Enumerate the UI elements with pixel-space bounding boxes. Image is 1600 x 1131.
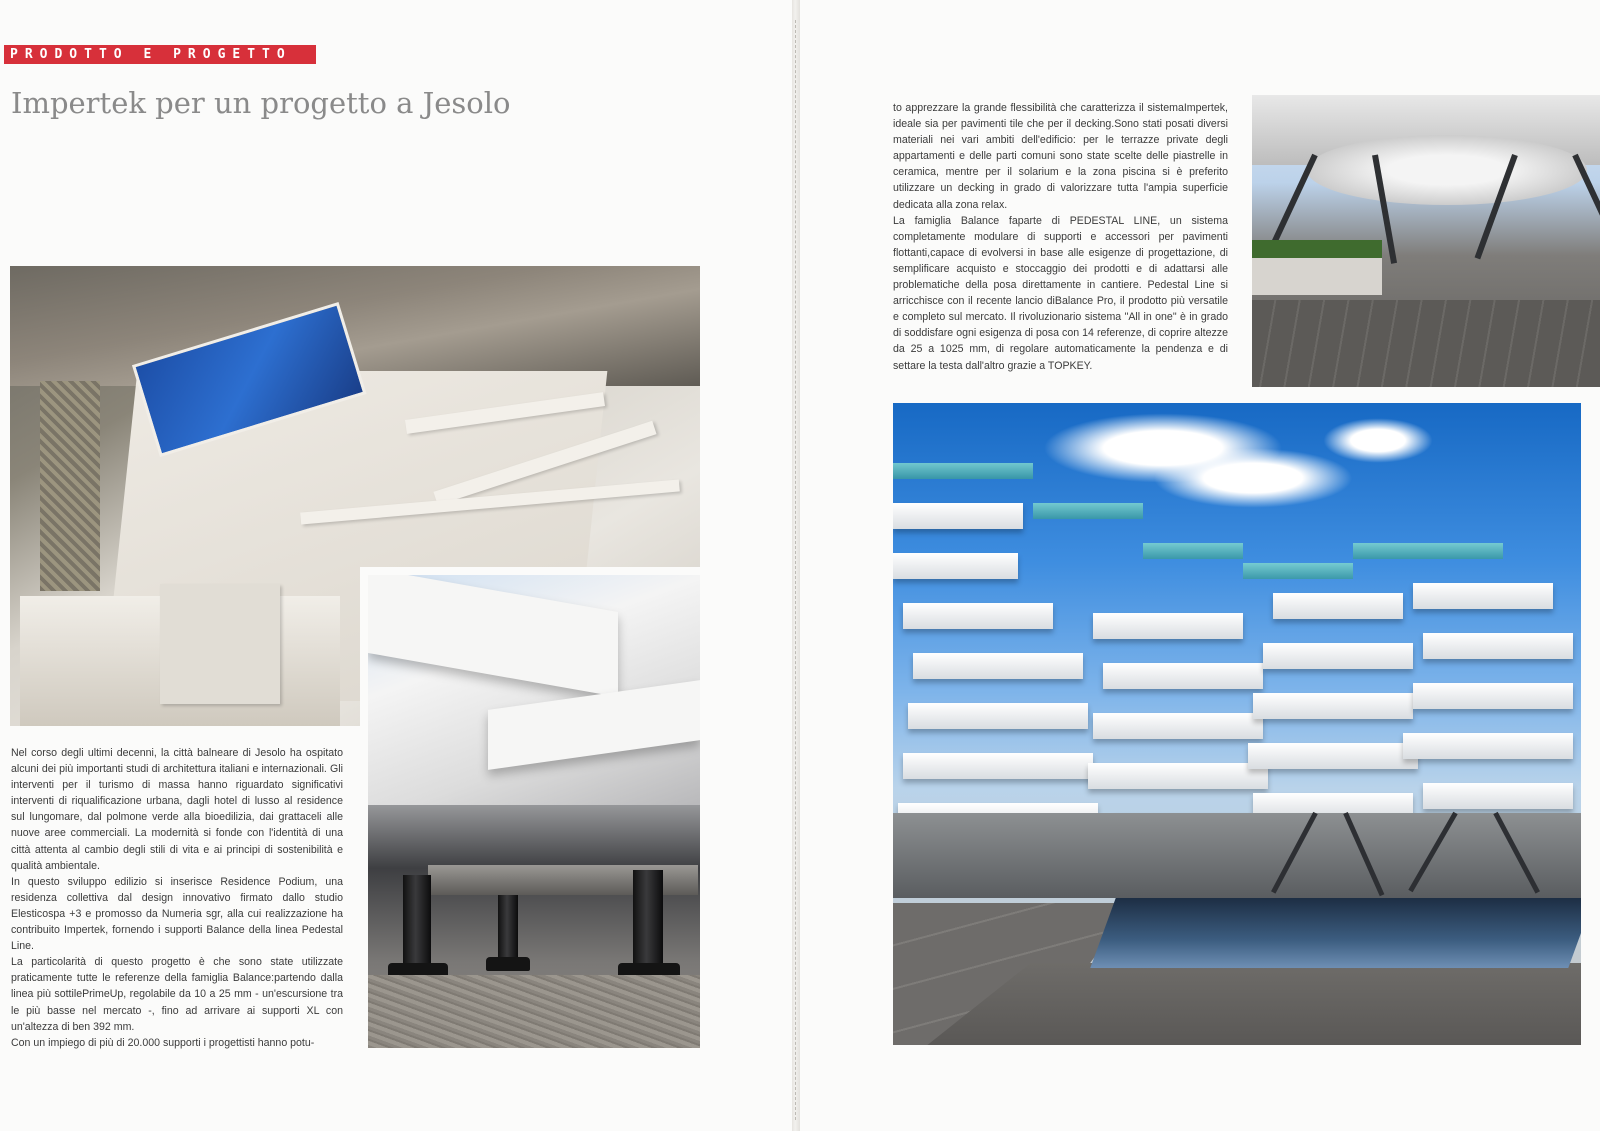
right-column-text (893, 100, 1228, 374)
photo-pedestal (403, 875, 431, 970)
photo-ground-level (893, 813, 1581, 898)
photo-balcony (1423, 783, 1573, 809)
photo-balcony (913, 653, 1083, 679)
photo-pedestal (633, 870, 663, 970)
photo-balcony (903, 753, 1093, 779)
article-headline: Impertek per un progetto a Jesolo (11, 86, 511, 120)
paragraph: La particolarità di questo progetto è che sono state utilizzate praticamente tutte le referenze della famiglia Balance:partendo dalla linea più sottilePrimeUp, regolabile da 10 a 25 mm - un'escursione tra le più basse nel mercato -, fino ad arrivare ai supporti XL con un'altezza di ben 392 mm. (11, 956, 343, 1033)
photo-balcony (1253, 693, 1413, 719)
photo-glass-railing (1243, 563, 1353, 579)
photo-terrace-box (160, 584, 280, 704)
photo-balcony (1088, 763, 1268, 789)
photo-canopy-ring (1307, 135, 1587, 205)
photo-balcony (1103, 663, 1263, 689)
photo-balcony (908, 703, 1088, 729)
section-tag: PRODOTTO E PROGETTO (4, 45, 316, 64)
photo-strut (1343, 812, 1384, 896)
photo-glass-railing (1033, 503, 1143, 519)
photo-concrete-floor (368, 975, 700, 1048)
paragraph: Nel corso degli ultimi decenni, la città balneare di Jesolo ha ospitato alcuni dei più importanti studi di architettura italiani e internazionali. Gli interventi per il turismo di massa hanno riguardato significativi interventi di riqualificazione urbana, dagli hotel di lusso al residence sul lungomare, dal polmone verde alla bioedilizia, dai grattaceli alle nuove aree commerciali. La modernità si fonde con l'identità di una città attenta al cambio degli stili di vita e ai principi di sostenibilità e qualità ambientale. (11, 747, 343, 872)
photo-strut (1493, 812, 1540, 894)
terrace-photo (1252, 95, 1600, 387)
pedestal-supports-photo (360, 567, 708, 1056)
paragraph: La famiglia Balance faparte di PEDESTAL LINE, un sistema completamente modulare di supporti e accessori per pavimenti flottanti,capace di evolversi in base alle esigenze di progettazione, di semplificare acquisto e stoccaggio dei prodotti e di adattarsi alle problematiche della posa direttamente in cantiere. Pedestal Line si arricchisce con il recente lancio diBalance Pro, il prodotto più versatile e completo sul mercato. Il rivoluzionario sistema "All in one" è in grado di soddisfare ogni esigenza di posa con 14 referenze, di coprire altezze da 25 a 1025 mm, di regolare automaticamente la pendenza e di settare la testa dall'altro grazie a TOPKEY. (893, 214, 1228, 372)
photo-balcony (1093, 713, 1263, 739)
photo-balcony (1273, 593, 1403, 619)
photo-balcony (1413, 683, 1573, 709)
photo-cloud (1323, 418, 1433, 463)
photo-balcony (1263, 643, 1413, 669)
photo-glass-railing (1143, 543, 1243, 559)
photo-balcony (1248, 743, 1418, 769)
photo-pedestal (498, 895, 518, 965)
photo-tiled-floor (1252, 300, 1600, 387)
photo-balcony (1423, 633, 1573, 659)
photo-balcony (893, 553, 1018, 579)
photo-strut (1271, 812, 1318, 894)
paragraph: In questo sviluppo edilizio si inserisce Residence Podium, una residenza collettiva dal design innovativo firmato dallo studio Elesticospa +3 e promosso da Numeria sgr, alla cui realizzazione ha contribuito Impertek, fornendo i supporti Balance della linea Pedestal Line. (11, 875, 343, 953)
photo-balcony (1093, 613, 1243, 639)
photo-planter (1252, 240, 1382, 295)
photo-planter (40, 381, 100, 591)
photo-balcony (1403, 733, 1573, 759)
paragraph: to apprezzare la grande flessibilità che caratterizza il sistemaImpertek, ideale sia per pavimenti tile che per il decking.Sono stati posati diversi materiali nei vari ambiti dell'edificio: per le terrazze private degli appartamenti e delle parti comuni sono state scelte delle piastrelle in ceramica, mentre per il solarium e la zona piscina si è preferito utilizzare un decking in grado di valorizzare tutta l'ampia superficie dedicata alla zona relax. (893, 102, 1228, 211)
photo-glass-railing (1353, 543, 1503, 559)
residence-podium-photo (893, 403, 1581, 1045)
photo-balcony (893, 503, 1023, 529)
photo-balcony (903, 603, 1053, 629)
photo-pool-reflection (1090, 898, 1581, 968)
left-column-text (11, 745, 343, 1051)
photo-pedestal-base (486, 957, 530, 971)
photo-glass-railing (893, 463, 1033, 479)
photo-strut (1408, 812, 1457, 892)
photo-balcony (1413, 583, 1553, 609)
paragraph: Con un impiego di più di 20.000 supporti i progettisti hanno potu- (11, 1036, 315, 1049)
spine-fold-line (795, 20, 797, 1120)
